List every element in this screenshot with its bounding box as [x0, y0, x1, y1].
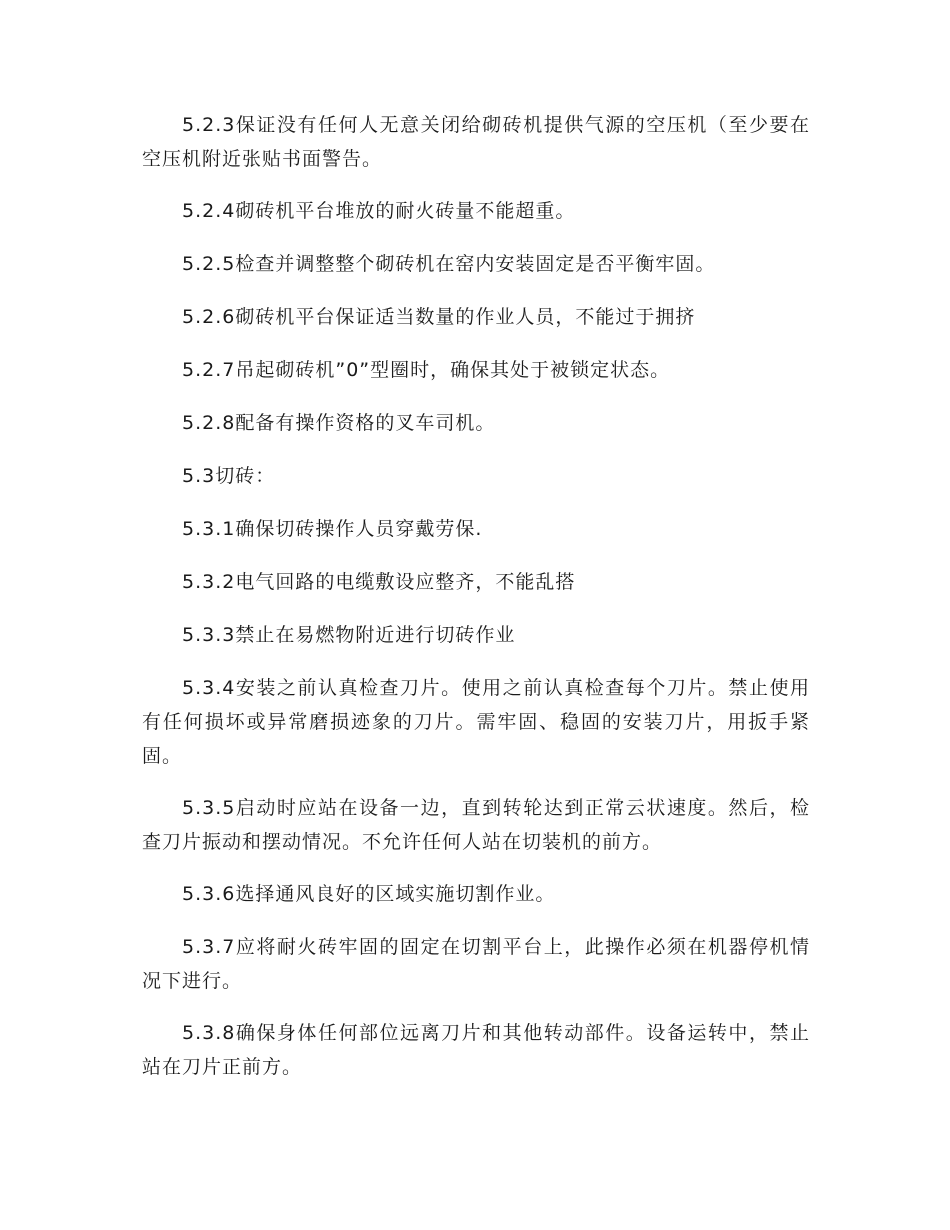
paragraph-5-3-8: 5.3.8确保身体任何部位远离刀片和其他转动部件。设备运转中，禁止站在刀片正前方。 [142, 1022, 810, 1078]
paragraph-5-2-8: 5.2.8配备有操作资格的叉车司机。 [182, 412, 496, 434]
paragraph-5-2-6: 5.2.6砌砖机平台保证适当数量的作业人员，不能过于拥挤 [182, 306, 696, 328]
paragraph-5-3-7: 5.3.7应将耐火砖牢固的固定在切割平台上，此操作必须在机器停机情况下进行。 [142, 936, 810, 992]
paragraph-5-3-2: 5.3.2电气回路的电缆敷设应整齐，不能乱搭 [182, 571, 576, 593]
section-heading-5-3: 5.3切砖： [182, 465, 276, 487]
paragraph-5-3-3: 5.3.3禁止在易燃物附近进行切砖作业 [182, 624, 516, 646]
paragraph-5-2-7: 5.2.7吊起砌砖机”0”型圈时，确保其处于被锁定状态。 [182, 359, 671, 381]
paragraph-5-3-4: 5.3.4安装之前认真检查刀片。使用之前认真检查每个刀片。禁止使用有任何损坏或异常磨损迹象的刀片。需牢固、稳固的安装刀片，用扳手紧固。 [142, 677, 810, 767]
document-body [142, 108, 810, 1102]
paragraph-5-2-4: 5.2.4砌砖机平台堆放的耐火砖量不能超重。 [182, 200, 576, 222]
paragraph-5-3-5: 5.3.5启动时应站在设备一边，直到转轮达到正常云状速度。然后，检查刀片振动和摆动情况。不允许任何人站在切装机的前方。 [142, 797, 810, 853]
paragraph-5-2-3: 5.2.3保证没有任何人无意关闭给砌砖机提供气源的空压机（至少要在空压机附近张贴书面警告。 [142, 114, 810, 170]
paragraph-5-3-6: 5.3.6选择通风良好的区域实施切割作业。 [182, 883, 556, 905]
paragraph-5-2-5: 5.2.5检查并调整整个砌砖机在窑内安装固定是否平衡牢固。 [182, 253, 716, 275]
paragraph-5-3-1: 5.3.1确保切砖操作人员穿戴劳保. [182, 518, 483, 540]
